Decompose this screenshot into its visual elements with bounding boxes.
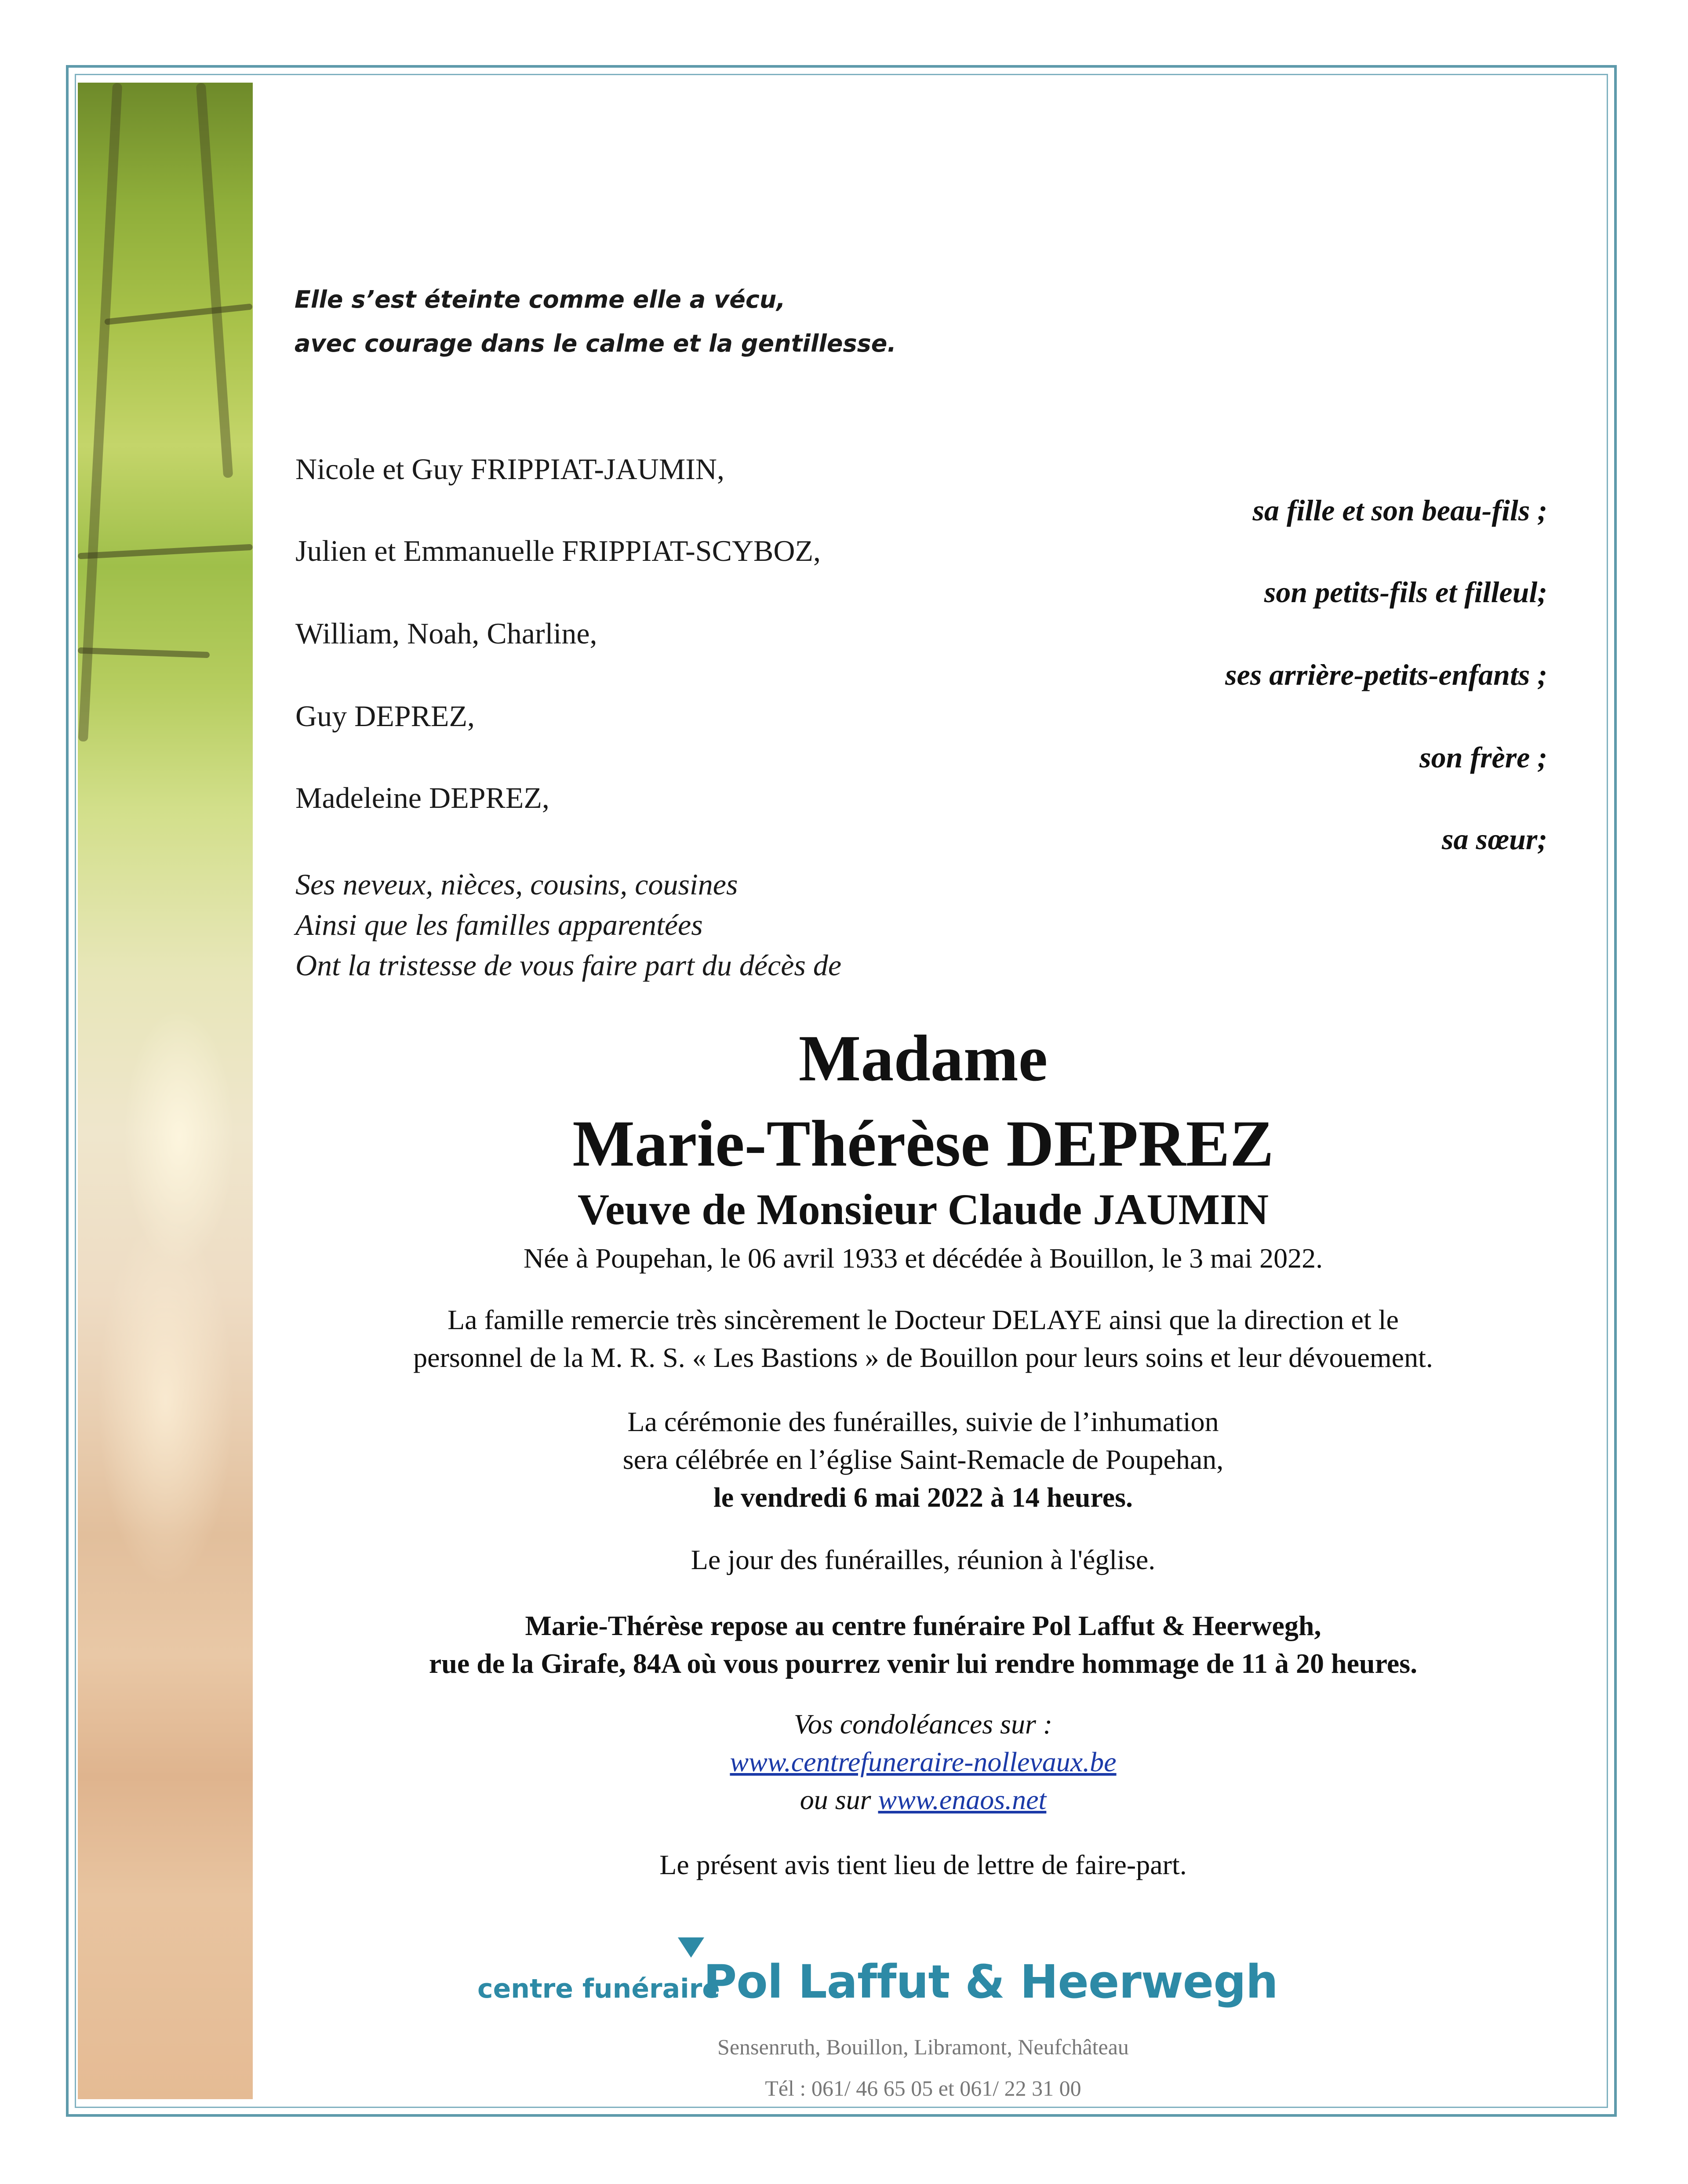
- family-name-4: Guy DEPREZ,: [295, 699, 475, 733]
- ceremony-line-1: La cérémonie des funérailles, suivie de l’inhumation: [627, 1406, 1219, 1437]
- extended-family: [295, 864, 841, 985]
- forest-path-photo: [78, 83, 253, 2099]
- family-name-5: Madeleine DEPREZ,: [295, 781, 549, 814]
- family-name-3: William, Noah, Charline,: [295, 617, 597, 650]
- logo-triangle-icon: [678, 1937, 704, 1958]
- family-relation-4: son frère ;: [1419, 741, 1547, 774]
- epigraph-line-1: Elle s’est éteinte comme elle a vécu,: [295, 286, 786, 313]
- footer-locations: Sensenruth, Bouillon, Libramont, Neufchâteau: [717, 2035, 1129, 2059]
- extended-line-2: Ainsi que les familles apparentées: [295, 908, 703, 941]
- thanks-line-2: personnel de la M. R. S. « Les Bastions » de Bouillon pour leurs soins et leur dévouement.: [413, 1342, 1433, 1373]
- extended-line-3: Ont la tristesse de vous faire part du décès de: [295, 948, 842, 982]
- repose-line-2: rue de la Girafe, 84A où vous pourrez venir lui rendre hommage de 11 à 20 heures.: [429, 1648, 1418, 1679]
- notice-line: Le présent avis tient lieu de lettre de faire-part.: [659, 1849, 1187, 1880]
- repose-line-1: Marie-Thérèse repose au centre funéraire Pol Laffut & Heerwegh,: [525, 1610, 1321, 1641]
- condolences-block: [264, 1705, 1582, 1819]
- thanks-paragraph: [264, 1301, 1582, 1377]
- family-name-2: Julien et Emmanuelle FRIPPIAT-SCYBOZ,: [295, 534, 821, 567]
- family-relation-5: sa sœur;: [1442, 822, 1547, 856]
- ceremony-date: le vendredi 6 mai 2022 à 14 heures.: [713, 1482, 1133, 1513]
- thanks-line-1: La famille remercie très sincèrement le Docteur DELAYE ainsi que la direction et le: [447, 1304, 1399, 1335]
- deceased-name: Marie-Thérèse DEPREZ: [572, 1107, 1274, 1180]
- logo-small-text: centre funéraire: [477, 1973, 720, 2004]
- family-name-1: Nicole et Guy FRIPPIAT-JAUMIN,: [295, 452, 724, 486]
- logo-big-text: Pol Laffut & Heerwegh: [703, 1955, 1278, 2009]
- funeral-home-logo: [475, 1933, 1278, 2021]
- condolences-link-1[interactable]: www.centrefuneraire-nollevaux.be: [730, 1746, 1117, 1777]
- birth-death-dates: Née à Poupehan, le 06 avril 1933 et décédée à Bouillon, le 3 mai 2022.: [523, 1243, 1323, 1274]
- epigraph-line-2: avec courage dans le calme et la gentillesse.: [295, 330, 896, 357]
- deceased-honorific: Madame: [798, 1022, 1048, 1095]
- widow-of: Veuve de Monsieur Claude JAUMIN: [577, 1185, 1269, 1234]
- family-relation-1: sa fille et son beau-fils ;: [1252, 494, 1547, 527]
- condolences-link-2[interactable]: www.enaos.net: [878, 1784, 1047, 1815]
- family-relation-2: son petits-fils et filleul;: [1264, 575, 1547, 609]
- ceremony-line-2: sera célébrée en l’église Saint-Remacle de Poupehan,: [622, 1444, 1224, 1475]
- epigraph: [295, 278, 1042, 366]
- footer-phone: Tél : 061/ 46 65 05 et 061/ 22 31 00: [765, 2076, 1081, 2100]
- extended-line-1: Ses neveux, nièces, cousins, cousines: [295, 868, 738, 901]
- meeting-note: Le jour des funérailles, réunion à l'église.: [691, 1544, 1156, 1575]
- repose-paragraph: [264, 1607, 1582, 1683]
- family-relation-3: ses arrière-petits-enfants ;: [1225, 658, 1547, 691]
- ceremony-paragraph: [264, 1403, 1582, 1516]
- or-label: ou sur: [800, 1784, 871, 1815]
- condolences-label: Vos condoléances sur :: [793, 1708, 1053, 1740]
